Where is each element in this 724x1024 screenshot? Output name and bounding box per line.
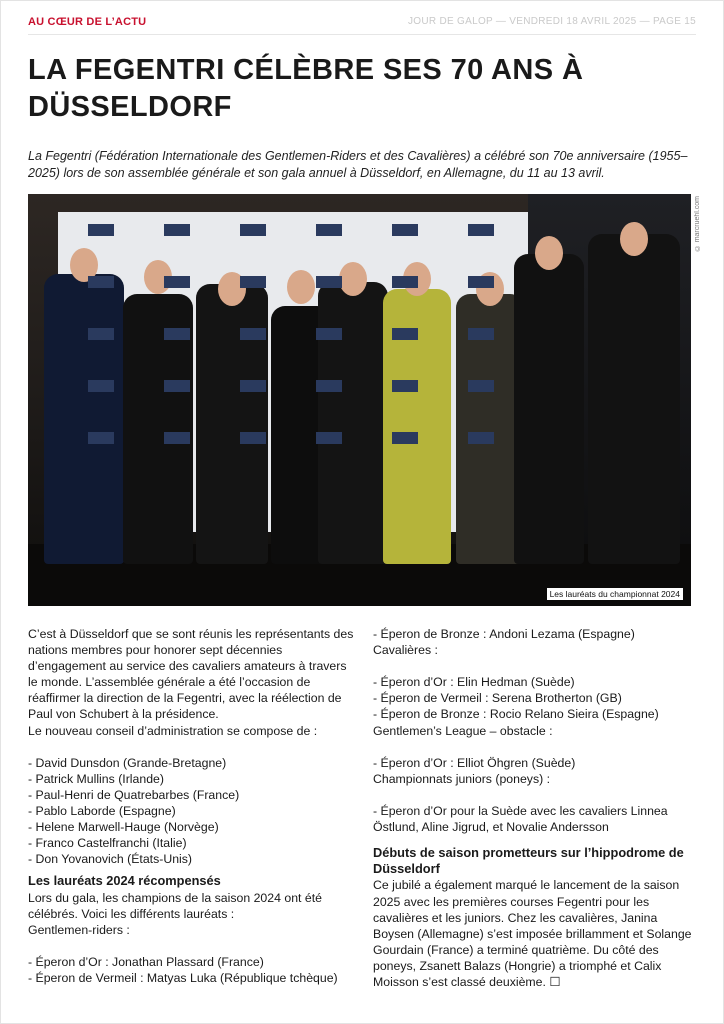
backdrop-logo [88,224,114,236]
backdrop-logo [240,224,266,236]
header-divider [28,34,696,35]
text-line: - Éperon de Vermeil : Serena Brotherton (GB) [373,691,622,706]
backdrop-logo [468,380,494,392]
backdrop-logo [468,328,494,340]
photo-caption: Les lauréats du championnat 2024 [547,588,683,600]
text-line: - Éperon d’Or : Elin Hedman (Suède) [373,675,575,690]
text-line [373,787,697,803]
text-line: Cavalières : [373,643,438,658]
person-figure [588,234,680,564]
backdrop-logo [316,432,342,444]
backdrop-logo [392,380,418,392]
person-head [287,270,315,304]
backdrop-logo [240,380,266,392]
text-line: - Don Yovanovich (États-Unis) [28,852,193,867]
backdrop-logo [88,380,114,392]
backdrop-logo [164,328,190,340]
text-line: - Helene Marwell-Hauge (Norvège) [28,820,219,835]
text-line: Gentlemen’s League – obstacle : [373,723,553,738]
text-line: Gentlemen-riders : [28,922,130,937]
backdrop-logo [392,224,418,236]
person-figure [44,274,124,564]
text-line: - Pablo Laborde (Espagne) [28,804,176,819]
backdrop-logo [88,328,114,340]
subhead-laureates: Les lauréats 2024 récompensés [28,873,221,889]
laureates-list-continued [373,626,697,835]
backdrop-logo [88,432,114,444]
backdrop-logo [392,328,418,340]
text-line: - Paul-Henri de Quatrebarbes (France) [28,787,240,802]
backdrop-logo [468,432,494,444]
backdrop-logo [316,380,342,392]
person-head [535,236,563,270]
photo-credit: © marcruehl.com [694,196,701,252]
text-line: - Éperon d’Or : Elliot Öhgren (Suède) [373,755,576,770]
backdrop-logo [468,276,494,288]
text-line: - Éperon de Bronze : Rocio Relano Sieira (Espagne) [373,707,659,722]
text-line: - Éperon d’Or : Jonathan Plassard (France) [28,954,264,969]
text-line: - Patrick Mullins (Irlande) [28,771,164,786]
text-line [28,739,358,755]
closing-paragraph: Ce jubilé a également marqué le lancement de la saison 2025 avec les premières courses Fegentri pour les cavalières et les juniors. Chez les cavalières, Janina Boysen (Allemagne) s’est imposée brillamment et Solange Gourdain (France) a terminé quatrième. Du côté des poneys, Zsanett Balazs (Hongrie) a triomphé et Calix Moisson s’est classé deuxième. ☐ [373,878,692,989]
backdrop-logo [240,328,266,340]
text-line: - Franco Castelfranchi (Italie) [28,836,187,851]
backdrop-logo [468,224,494,236]
text-line: Championnats juniors (poneys) : [373,771,551,786]
text-line [373,739,697,755]
backdrop-logo [164,432,190,444]
column-left [28,626,358,986]
section-label: AU CŒUR DE L’ACTU [28,16,147,28]
backdrop-logo [316,224,342,236]
subhead-season: Débuts de saison prometteurs sur l’hippodrome de Düsseldorf [373,845,684,877]
backdrop-logo [240,276,266,288]
page-header [28,16,696,32]
column-right [373,626,697,990]
person-figure [196,284,268,564]
person-figure [318,282,388,564]
backdrop-logo [88,276,114,288]
text-line: Lors du gala, les champions de la saison 2024 ont été célébrés. Voici les différents lauréats : [28,890,322,921]
backdrop-logo [316,328,342,340]
page-meta: JOUR DE GALOP — VENDREDI 18 AVRIL 2025 — PAGE 15 [407,16,696,27]
text-line: - David Dunsdon (Grande-Bretagne) [28,755,227,770]
person-figure [514,254,584,564]
text-line: - Éperon d’Or pour la Suède avec les cavaliers Linnea Östlund, Aline Jigrud, et Novalie Andersson [373,804,668,835]
backdrop-logo [392,432,418,444]
text-line: - Éperon de Vermeil : Matyas Luka (République tchèque) [28,970,338,985]
text-line: C’est à Düsseldorf que se sont réunis les représentants des nations membres pour honorer sept décennies d’engagement au service des cavaliers amateurs à travers le monde. L’assemblée générale a été l’occasion de réaffirmer la direction de la Fegentri, avec la réélection de Paul von Schubert à la présidence. [28,627,354,722]
backdrop-logo [164,380,190,392]
text-line [28,938,358,954]
text-line: Le nouveau conseil d’administration se compose de : [28,723,318,738]
article-photo [28,194,691,606]
article-title: LA FEGENTRI CÉLÈBRE SES 70 ANS À DÜSSELDORF [28,54,584,123]
laureates-list [28,890,358,987]
text-line [373,658,697,674]
person-head [620,222,648,256]
backdrop-logo [164,224,190,236]
backdrop-logo [164,276,190,288]
person-head [339,262,367,296]
board-list [28,626,358,867]
backdrop-logo [240,432,266,444]
article-lead: La Fegentri (Fédération Internationale des Gentlemen-Riders et des Cavalières) a célébré son 70e anniversaire (1955–2025) lors de son assemblée générale et son gala annuel à Düsseldorf, en Allemagne, du 11 au 13 avril. [28,149,688,180]
backdrop-logo [316,276,342,288]
backdrop-logo [392,276,418,288]
text-line: - Éperon de Bronze : Andoni Lezama (Espagne) [373,627,635,641]
